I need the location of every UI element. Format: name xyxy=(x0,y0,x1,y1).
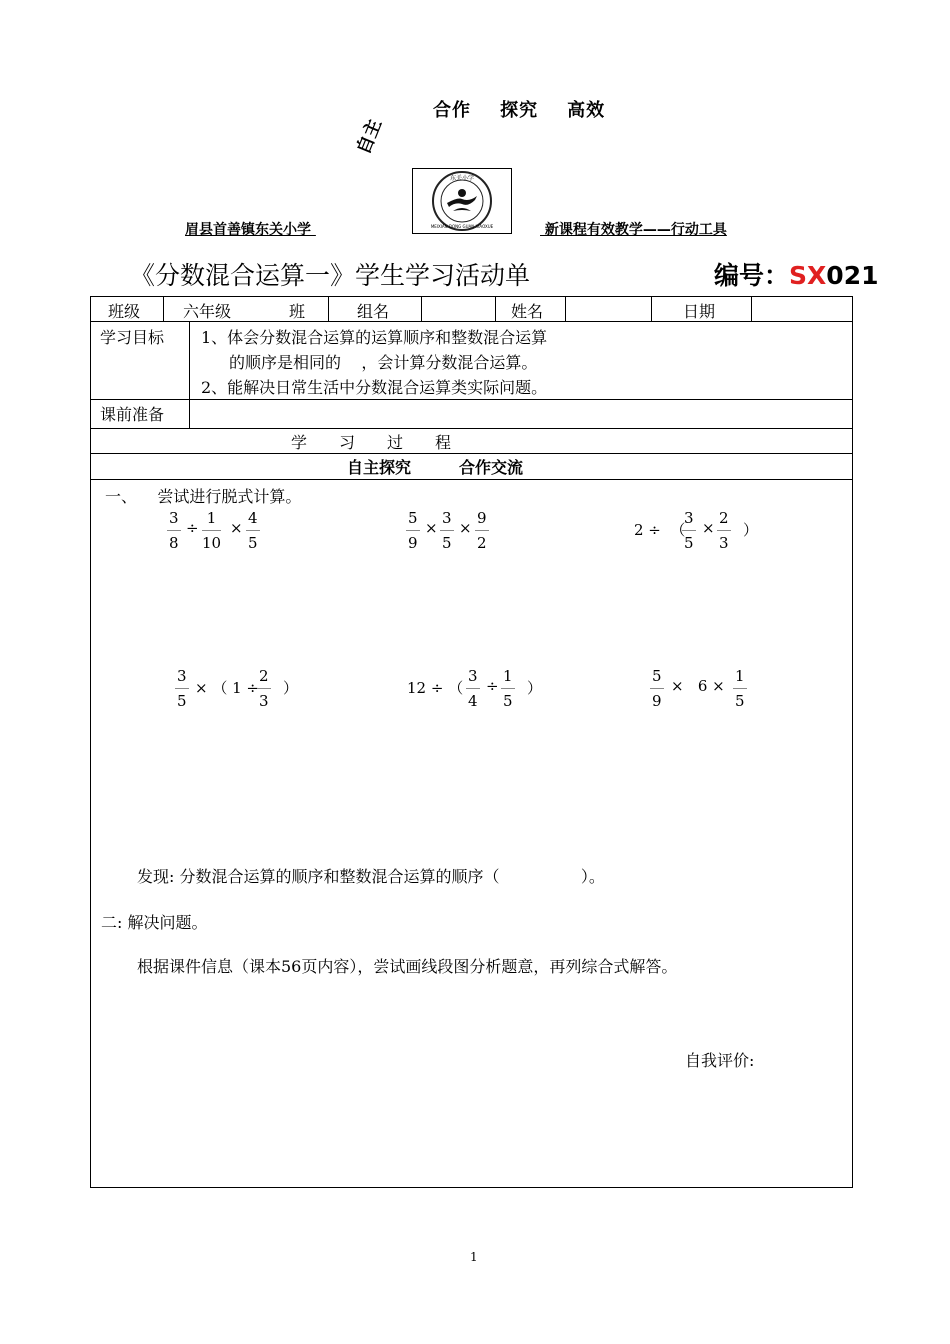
class-suffix: 班 xyxy=(289,302,306,321)
goals-label: 学习目标 xyxy=(100,328,165,347)
fraction: $\frac{1}{5}$ xyxy=(735,667,745,710)
fraction: $\frac{1}{5}$ xyxy=(503,667,513,710)
fraction: $\frac{2}{3}$ xyxy=(719,509,729,552)
school-name: 眉县首善镇东关小学 xyxy=(185,222,316,238)
expression-middle: × 6 × xyxy=(671,677,725,695)
class-value: 六年级 xyxy=(183,302,232,321)
row-divider xyxy=(91,399,852,400)
col-divider xyxy=(565,297,566,321)
goal-line-3: 2、能解决日常生活中分数混合运算类实际问题。 xyxy=(201,378,548,397)
fraction: $\frac{3}{4}$ xyxy=(468,667,478,710)
date-label: 日期 xyxy=(683,302,716,321)
fraction: $\frac{9}{2}$ xyxy=(477,509,487,552)
fraction: $\frac{3}{5}$ xyxy=(442,509,452,552)
operator: × xyxy=(425,519,438,537)
process-heading: 学 习 过 程 xyxy=(291,433,452,452)
row-divider xyxy=(91,428,852,429)
fraction: $\frac{1}{10}$ xyxy=(202,509,222,552)
fraction: $\frac{3}{5}$ xyxy=(177,667,187,710)
fraction: $\frac{3}{8}$ xyxy=(169,509,179,552)
expression-middle: × （ 1 ÷ xyxy=(195,679,259,697)
rotated-word: 自主 xyxy=(353,116,387,158)
prep-label: 课前准备 xyxy=(100,405,165,424)
section2-heading: 二: 解决问题。 xyxy=(101,913,208,932)
logo-emblem-icon xyxy=(413,169,511,233)
fraction: $\frac{2}{3}$ xyxy=(259,667,269,710)
col-divider xyxy=(163,297,164,321)
doc-code: 编号：SX021 xyxy=(714,261,879,290)
expression-prefix: 2 ÷ （ xyxy=(634,521,686,539)
section2-text: 根据课件信息（课本56页内容），尝试画线段图分析题意，再列综合式解答。 xyxy=(137,957,678,976)
col-divider xyxy=(328,297,329,321)
discovery-text: 发现: 分数混合运算的顺序和整数混合运算的顺序（ ）。 xyxy=(137,867,605,886)
worksheet-table xyxy=(90,296,853,1188)
group-label: 组名 xyxy=(357,302,390,321)
operator: ÷ xyxy=(186,519,199,537)
svg-text:东关小学: 东关小学 xyxy=(449,175,475,182)
col-divider xyxy=(189,321,190,428)
program-name: 新课程有效教学——行动工具 xyxy=(540,222,727,238)
motto: 合作 探究 高效 xyxy=(433,100,606,121)
row-divider xyxy=(91,479,852,480)
goal-line-2: 的顺序是相同的 ，会计算分数混合运算。 xyxy=(229,353,538,372)
fraction: $\frac{5}{9}$ xyxy=(408,509,418,552)
svg-text:MEIXIAN DONG GUAN XIAOXUE: MEIXIAN DONG GUAN XIAOXUE xyxy=(430,224,494,229)
school-logo xyxy=(412,168,512,234)
page-number: 1 xyxy=(470,1250,478,1264)
name-label: 姓名 xyxy=(511,302,544,321)
row-divider xyxy=(91,453,852,454)
col-divider xyxy=(495,297,496,321)
col-divider xyxy=(651,297,652,321)
fraction: $\frac{4}{5}$ xyxy=(248,509,258,552)
process-subheading: 自主探究 合作交流 xyxy=(347,458,524,477)
expression-suffix: ） xyxy=(743,521,759,539)
operator: × xyxy=(459,519,472,537)
expression-prefix: 12 ÷ （ xyxy=(407,679,464,697)
fraction: $\frac{5}{9}$ xyxy=(652,667,662,710)
fraction: $\frac{3}{5}$ xyxy=(684,509,694,552)
expression-suffix: ） xyxy=(527,679,543,697)
col-divider xyxy=(421,297,422,321)
expression-suffix: ） xyxy=(283,679,299,697)
operator: × xyxy=(230,519,243,537)
page-title: 《分数混合运算一》学生学习活动单 xyxy=(130,261,531,290)
operator: ÷ xyxy=(486,677,499,695)
section1-heading: 一、 尝试进行脱式计算。 xyxy=(105,487,302,506)
col-divider xyxy=(751,297,752,321)
operator: × xyxy=(702,519,715,537)
self-evaluation: 自我评价: xyxy=(685,1051,755,1070)
goal-line-1: 1、体会分数混合运算的运算顺序和整数混合运算 xyxy=(201,328,548,347)
class-label: 班级 xyxy=(108,302,141,321)
